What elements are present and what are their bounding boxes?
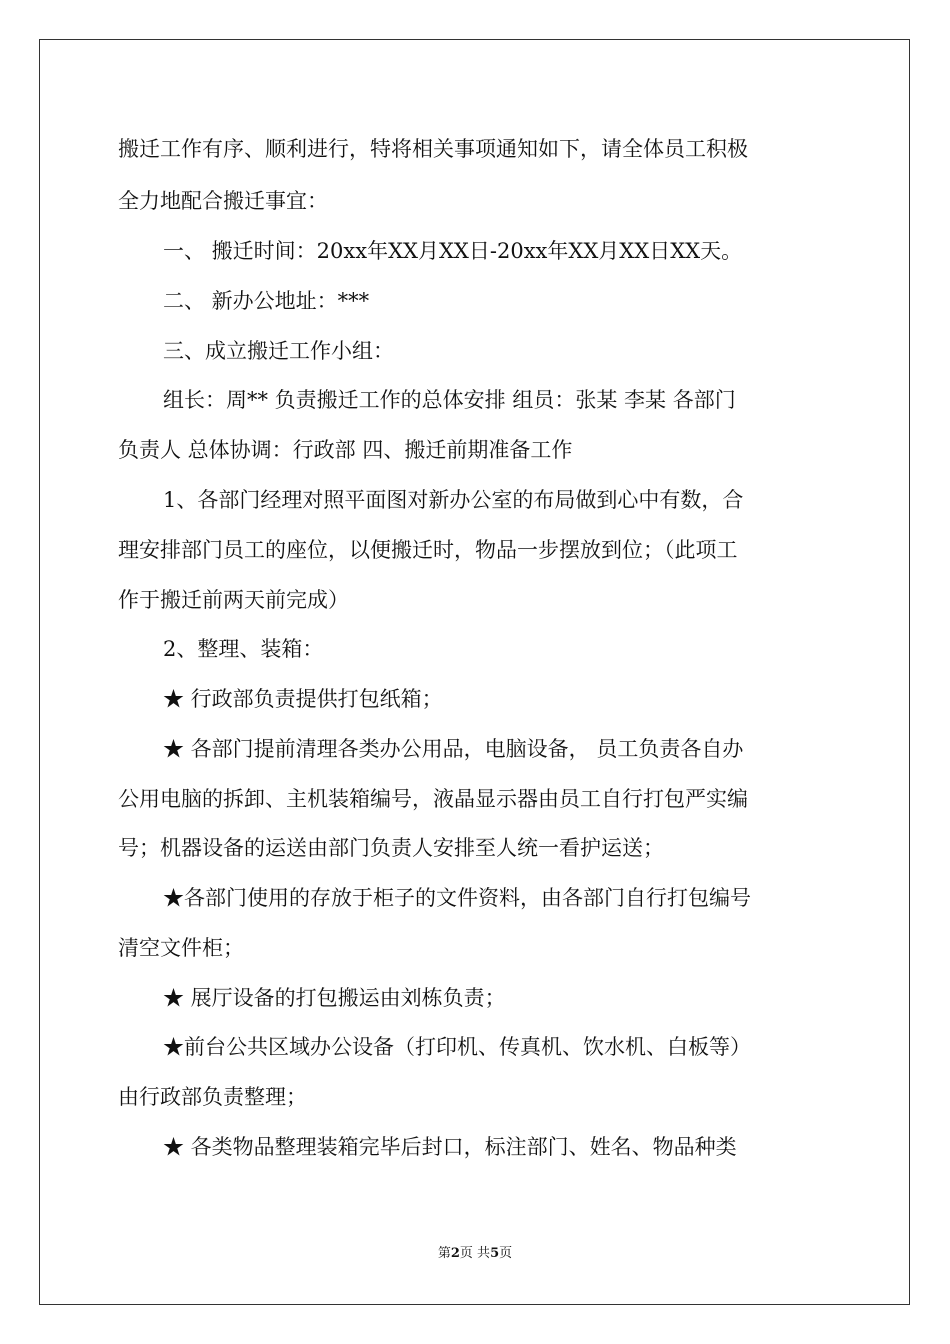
page-total: 5 [490,1246,500,1261]
paragraph-line: 搬迁工作有序、顺利进行，特将相关事项通知如下，请全体员工积极 [118,137,748,161]
page-suffix: 页 [499,1246,513,1261]
page-prefix: 第 [437,1246,451,1261]
paragraph-line: 清空文件柜； [118,936,244,960]
bullet-item: ★ 行政部负责提供打包纸箱； [163,687,443,711]
paragraph-line: 全力地配合搬迁事宜： [118,189,328,213]
page-current: 2 [450,1246,460,1261]
section-heading-address: 二、 新办公地址：*** [163,289,370,313]
paragraph-line: 号；机器设备的运送由部门负责人安排至人统一看护运送； [118,836,664,860]
bullet-item: ★ 展厅设备的打包搬运由刘栋负责； [163,986,506,1010]
bullet-item: ★前台公共区域办公设备（打印机、传真机、饮水机、白板等） [163,1035,751,1059]
page-border [39,39,910,1305]
bullet-item: ★ 各部门提前清理各类办公用品，电脑设备， 员工负责各自办 [163,737,744,761]
paragraph-line: 公用电脑的拆卸、主机装箱编号，液晶显示器由员工自行打包严实编 [118,787,748,811]
paragraph-line: 1、各部门经理对照平面图对新办公室的布局做到心中有数，合 [163,488,744,512]
paragraph-line: 由行政部负责整理； [118,1085,307,1109]
page-footer [0,1245,950,1263]
paragraph-line: 组长：周** 负责搬迁工作的总体安排 组员：张某 李某 各部门 [163,388,736,412]
section-heading-team: 三、成立搬迁工作小组： [163,339,394,363]
paragraph-line: 作于搬迁前两天前完成） [118,588,349,612]
page-mid: 页 共 [459,1246,491,1261]
paragraph-line: 2、整理、装箱： [163,637,324,661]
bullet-item: ★各部门使用的存放于柜子的文件资料，由各部门自行打包编号 [163,886,751,910]
bullet-item: ★ 各类物品整理装箱完毕后封口，标注部门、姓名、物品种类 [163,1135,737,1159]
paragraph-line: 负责人 总体协调：行政部 四、搬迁前期准备工作 [118,438,573,462]
section-heading-time: 一、 搬迁时间：20xx年XX月XX日-20xx年XX月XX日XX天。 [163,239,743,263]
paragraph-line: 理安排部门员工的座位，以便搬迁时，物品一步摆放到位；（此项工 [118,538,738,562]
